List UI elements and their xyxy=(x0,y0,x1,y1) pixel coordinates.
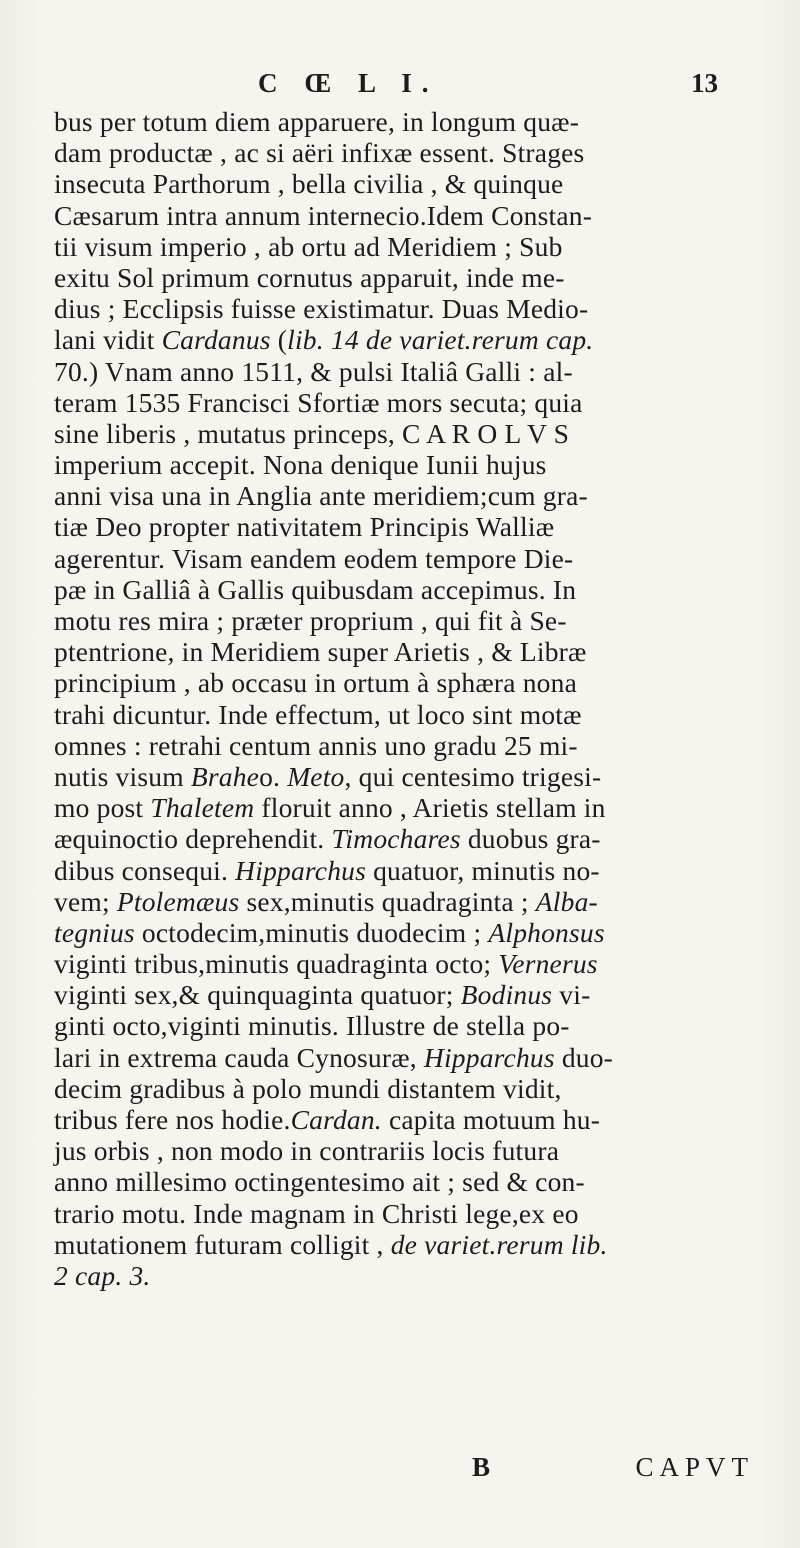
text-segment: tii visum imperio , ab ortu ad Meridiem ; Sub xyxy=(54,230,563,262)
italic-segment: Hipparchus xyxy=(235,854,367,886)
line-content xyxy=(54,387,583,418)
catchword: CAPVT xyxy=(635,1452,754,1482)
text-segment: bus per totum diem apparuere, in longum quæ- xyxy=(54,106,580,137)
italic-segment: Thaletem xyxy=(150,792,255,824)
text-line xyxy=(54,356,754,387)
line-content xyxy=(54,1229,608,1260)
text-segment: teram 1535 Francisci Sfortiæ mors secuta; quia xyxy=(54,386,583,418)
line-content xyxy=(54,823,601,854)
text-line xyxy=(54,324,754,355)
text-segment: duobus gra- xyxy=(460,823,601,855)
line-content xyxy=(54,324,593,355)
text-line xyxy=(54,418,754,449)
text-line xyxy=(54,1073,754,1104)
text-segment: sine liberis , mutatus princeps, C A R O L V S xyxy=(54,417,570,449)
italic-segment: Hipparchus xyxy=(423,1041,555,1073)
line-content xyxy=(54,543,573,574)
line-content xyxy=(54,480,588,511)
text-segment: dius ; Ecclipsis fuisse existimatur. Duas Medio- xyxy=(54,293,589,325)
line-content xyxy=(54,792,606,823)
text-line xyxy=(54,605,754,636)
text-line xyxy=(54,168,754,199)
line-content xyxy=(54,449,547,480)
line-content xyxy=(54,667,577,698)
text-segment: decim gradibus à polo mundi distantem vidit, xyxy=(54,1072,562,1104)
signature-mark: B xyxy=(472,1452,491,1482)
text-segment: pæ in Galliâ à Gallis quibusdam accepimus. In xyxy=(54,573,577,605)
text-segment: dibus consequi. xyxy=(54,854,236,886)
text-segment: lari in extrema cauda Cynosuræ, xyxy=(54,1041,424,1073)
text-segment: capita motuum hu- xyxy=(381,1104,601,1135)
text-segment: tribus fere nos hodie. xyxy=(54,1104,291,1135)
text-line xyxy=(54,948,754,979)
italic-segment: Cardan. xyxy=(290,1104,382,1135)
text-line xyxy=(54,917,754,948)
text-line xyxy=(54,823,754,854)
body-text xyxy=(54,106,754,1291)
line-content xyxy=(54,200,592,231)
running-title: C Œ L I. xyxy=(258,68,439,98)
line-content xyxy=(54,855,600,886)
line-content xyxy=(54,886,598,917)
text-segment: vem; xyxy=(54,885,117,917)
text-line xyxy=(54,979,754,1010)
text-line xyxy=(54,449,754,480)
line-content xyxy=(54,356,573,387)
line-content xyxy=(54,168,563,199)
text-segment: Cæsarum intra annum internecio.Idem Constan- xyxy=(54,199,593,231)
text-segment: vi- xyxy=(552,979,591,1011)
text-segment: motu res mira ; præter proprium , qui fit à Se- xyxy=(54,605,567,636)
text-segment: tiæ Deo propter nativitatem Principis Walliæ xyxy=(54,511,555,543)
line-content xyxy=(54,1135,559,1166)
line-content xyxy=(54,1166,585,1197)
line-content xyxy=(54,1042,613,1073)
text-line xyxy=(54,293,754,324)
text-line xyxy=(54,574,754,605)
text-line xyxy=(54,1104,754,1135)
line-content xyxy=(54,917,605,948)
text-line xyxy=(54,106,754,137)
text-segment: ptentrione, in Meridiem super Arietis , & Libræ xyxy=(54,636,587,668)
italic-segment: de variet.rerum lib. xyxy=(390,1228,608,1260)
text-segment: anni visa una in Anglia ante meridiem;cum gra- xyxy=(54,480,588,512)
text-line xyxy=(54,1010,754,1041)
italic-segment: lib. 14 de variet.rerum cap. xyxy=(287,324,594,356)
text-segment: ginti octo,viginti minutis. Illustre de stella po- xyxy=(54,1010,570,1042)
text-line xyxy=(54,886,754,917)
text-segment: æquinoctio deprehendit. xyxy=(54,823,332,855)
line-content xyxy=(54,1104,600,1135)
text-segment: mutationem futuram colligit , xyxy=(54,1228,391,1260)
italic-segment: Bodinus xyxy=(460,979,553,1011)
text-line xyxy=(54,200,754,231)
italic-segment: Cardanus xyxy=(161,324,271,356)
italic-segment: tegnius xyxy=(54,916,135,948)
text-segment: trahi dicuntur. Inde effectum, ut loco sint motæ xyxy=(54,698,582,730)
text-line xyxy=(54,137,754,168)
text-line xyxy=(54,262,754,293)
text-segment: 70.) Vnam anno 1511, & pulsi Italiâ Galli : al- xyxy=(54,355,573,387)
text-segment: insecuta Parthorum , bella civilia , & quinque xyxy=(54,168,564,200)
line-content xyxy=(54,1198,579,1229)
text-segment: dam productæ , ac si aëri infixæ essent. Strages xyxy=(54,137,585,169)
text-line xyxy=(54,231,754,262)
text-segment: exitu Sol primum cornutus apparuit, inde me- xyxy=(54,261,565,293)
line-content xyxy=(54,636,587,667)
text-line xyxy=(54,1042,754,1073)
text-segment: quatuor, minutis no- xyxy=(366,854,600,886)
text-line xyxy=(54,667,754,698)
line-content xyxy=(54,1073,562,1104)
text-line xyxy=(54,387,754,418)
running-head xyxy=(258,68,718,108)
italic-segment: Ptolemæus xyxy=(116,885,240,917)
page-footer xyxy=(54,1452,754,1492)
text-line xyxy=(54,1166,754,1197)
text-segment: jus orbis , non modo in contrariis locis futura xyxy=(54,1135,560,1167)
page-number: 13 xyxy=(691,68,718,98)
line-content xyxy=(54,262,565,293)
text-segment: floruit anno , Arietis stellam in xyxy=(254,792,606,824)
text-segment: octodecim,minutis duodecim ; xyxy=(134,916,489,948)
text-segment: viginti sex,& quinquaginta quatuor; xyxy=(54,979,461,1011)
text-line xyxy=(54,1260,754,1291)
italic-segment: Alba- xyxy=(535,885,598,917)
line-content xyxy=(54,1010,570,1041)
text-line xyxy=(54,855,754,886)
text-line xyxy=(54,636,754,667)
text-segment: mo post xyxy=(54,792,151,824)
text-line xyxy=(54,699,754,730)
line-content xyxy=(54,761,601,792)
text-segment: imperium accepit. Nona denique Iunii hujus xyxy=(54,449,547,481)
text-segment: sex,minutis quadraginta ; xyxy=(239,885,536,917)
italic-segment: 2 cap. 3. xyxy=(54,1259,151,1291)
text-segment: duo- xyxy=(554,1041,614,1073)
line-content xyxy=(54,605,567,636)
italic-segment: Vernerus xyxy=(498,948,598,980)
text-segment: lani vidit xyxy=(54,324,162,356)
italic-segment: Brahe xyxy=(190,760,260,792)
line-content xyxy=(54,137,584,168)
italic-segment: Timochares xyxy=(331,823,461,855)
line-content xyxy=(54,106,579,137)
text-segment: anno millesimo octingentesimo ait ; sed & con- xyxy=(54,1166,585,1198)
text-segment: o. xyxy=(259,760,288,792)
text-line xyxy=(54,761,754,792)
italic-segment: Alphonsus xyxy=(488,916,605,948)
line-content xyxy=(54,1260,151,1291)
text-segment: viginti tribus,minutis quadraginta octo; xyxy=(54,948,499,980)
text-segment: ( xyxy=(270,324,288,356)
text-line xyxy=(54,1198,754,1229)
text-line xyxy=(54,511,754,542)
line-content xyxy=(54,511,554,542)
line-content xyxy=(54,574,576,605)
line-content xyxy=(54,948,598,979)
text-line xyxy=(54,480,754,511)
line-content xyxy=(54,730,578,761)
line-content xyxy=(54,293,588,324)
line-content xyxy=(54,699,582,730)
text-segment: , qui centesimo trigesi- xyxy=(344,760,602,792)
text-segment: trario motu. Inde magnam in Christi lege,ex eo xyxy=(54,1197,579,1229)
text-segment: agerentur. Visam eandem eodem tempore Die- xyxy=(54,542,574,574)
text-line xyxy=(54,1229,754,1260)
text-line xyxy=(54,730,754,761)
line-content xyxy=(54,979,590,1010)
text-segment: principium , ab occasu in ortum à sphæra nona xyxy=(54,667,577,699)
line-content xyxy=(54,418,569,449)
italic-segment: Meto xyxy=(287,760,345,792)
text-line xyxy=(54,792,754,823)
text-segment: omnes : retrahi centum annis uno gradu 25 mi- xyxy=(54,729,578,761)
line-content xyxy=(54,231,563,262)
text-line xyxy=(54,1135,754,1166)
text-segment: nutis visum xyxy=(54,760,191,792)
text-line xyxy=(54,543,754,574)
